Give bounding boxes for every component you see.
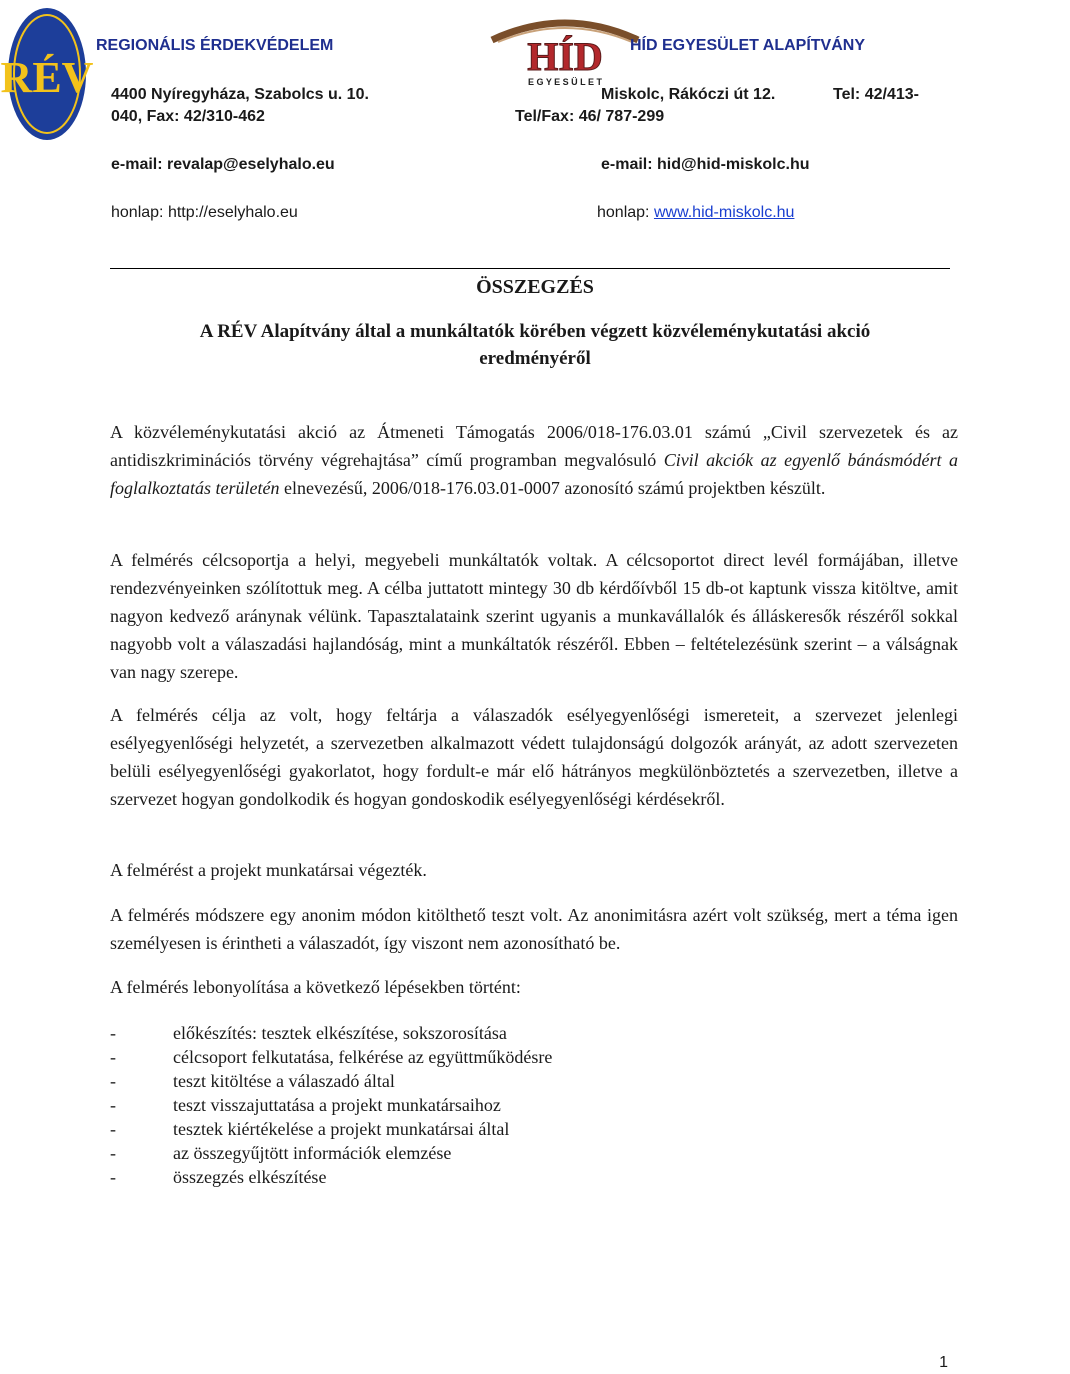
right-website-label: honlap: [597,204,650,221]
list-item-text: teszt kitöltése a válaszadó által [173,1071,395,1091]
paragraph-staff: A felmérést a projekt munkatársai végezték. [110,860,427,880]
rev-logo [0,6,94,142]
right-tel-fax: Tel/Fax: 46/ 787-299 [515,108,665,125]
list-item [110,1045,552,1069]
rev-logo-text: RÉV [0,53,94,102]
document-title: ÖSSZEGZÉS [476,276,594,298]
left-website: honlap: http://eselyhalo.eu [111,204,298,221]
right-email: e-mail: hid@hid-miskolc.hu [601,156,810,173]
left-org-name: REGIONÁLIS ÉRDEKVÉDELEM [96,37,334,54]
list-bullet: - [110,1095,116,1115]
list-item [110,1093,552,1117]
intro-project-name: Civil akciók az egyenlő bánásmódért a foglalkoztatás területén [110,450,958,498]
right-website-link[interactable]: www.hid-miskolc.hu [653,204,795,221]
list-bullet: - [110,1143,116,1163]
list-bullet: - [110,1167,116,1187]
subtitle-line-2: eredményéről [479,348,591,369]
intro-text-1: A közvéleménykutatási akció az Átmeneti Támogatás 2006/018-176.03.01 számú „Civil szervezetek és az antidiszkriminációs törvény végrehajtása” című programban megvalósuló [110,422,958,470]
document-subtitle [150,318,920,372]
list-item-text: előkészítés: tesztek elkészítése, sokszorosítása [173,1023,507,1043]
list-item-text: célcsoport felkutatása, felkérése az együttműködésre [173,1047,553,1067]
left-tel: Tel: 42/413- [833,86,919,103]
hid-logo-text: HÍD [527,34,603,79]
list-bullet: - [110,1047,116,1067]
list-bullet: - [110,1119,116,1139]
list-item [110,1141,552,1165]
right-website [597,204,794,222]
list-item [110,1117,552,1141]
left-fax: 040, Fax: 42/310-462 [111,108,265,125]
paragraph-purpose: A felmérés célja az volt, hogy feltárja a válaszadók esélyegyenlőségi ismereteit, a szervezet jelenlegi esélyegyenlőségi helyzetét, a szervezetben alkalmazott védett tulajdonságú dolgozók arányát, az adott szervezeten belüli esélyegyenlőségi gyakorlatot, hogy fordult-e már elő hátrányos megkülönböztetés a szervezetben, illetve a szervezet hogyan gondolkodik és hogyan gondoskodik esélyegyenlőségi kérdésekről. [110,705,958,809]
page-number: 1 [939,1354,948,1371]
subtitle-line-1: A RÉV Alapítvány által a munkáltatók körében végzett közvéleménykutatási akció [199,321,871,342]
paragraph-target-group: A felmérés célcsoportja a helyi, megyebeli munkáltatók voltak. A célcsoportot direct levél formájában, illetve rendezvényeinken szólítottuk meg. A célba juttatott mintegy 30 db kérdőívből 15 db-ot kaptunk vissza kitöltve, amit nagyon kedvező aránynak vélünk. Tapasztalataink szerint ugyanis a munkavállalók és álláskeresők részéről sokkal nagyobb volt a válaszadási hajlandóság, mint a munkáltatók részéről. Ebben – feltételezésünk szerint – a válságnak van nagy szerepe. [110,550,958,682]
list-item-text: teszt visszajuttatása a projekt munkatársaihoz [173,1095,501,1115]
right-org-name: HÍD EGYESÜLET ALAPÍTVÁNY [630,37,865,54]
list-item-text: az összegyűjtött információk elemzése [173,1143,452,1163]
list-item [110,1021,552,1045]
list-bullet: - [110,1023,116,1043]
left-address: 4400 Nyíregyháza, Szabolcs u. 10. [111,86,369,103]
list-item-text: összegzés elkészítése [173,1167,327,1187]
paragraph-intro [110,418,958,502]
list-bullet: - [110,1071,116,1091]
steps-list [110,1021,552,1189]
intro-text-2: elnevezésű, 2006/018-176.03.01-0007 azonosító számú projektben készült. [283,478,826,498]
list-item-text: tesztek kiértékelése a projekt munkatársai által [173,1119,510,1139]
list-item [110,1165,552,1189]
header-divider [110,268,950,269]
hid-logo-subtext: E G Y E S Ü L E T [527,77,603,87]
right-address: Miskolc, Rákóczi út 12. [601,86,776,103]
paragraph-method: A felmérés módszere egy anonim módon kitölthető teszt volt. Az anonimitásra azért volt szükség, mert a téma igen személyesen is érintheti a válaszadót, így viszont nem azonosítható be. [110,905,958,953]
list-item [110,1069,552,1093]
paragraph-steps-intro: A felmérés lebonyolítása a következő lépésekben történt: [110,977,521,997]
left-email: e-mail: revalap@eselyhalo.eu [111,156,335,173]
hid-logo [482,10,648,88]
